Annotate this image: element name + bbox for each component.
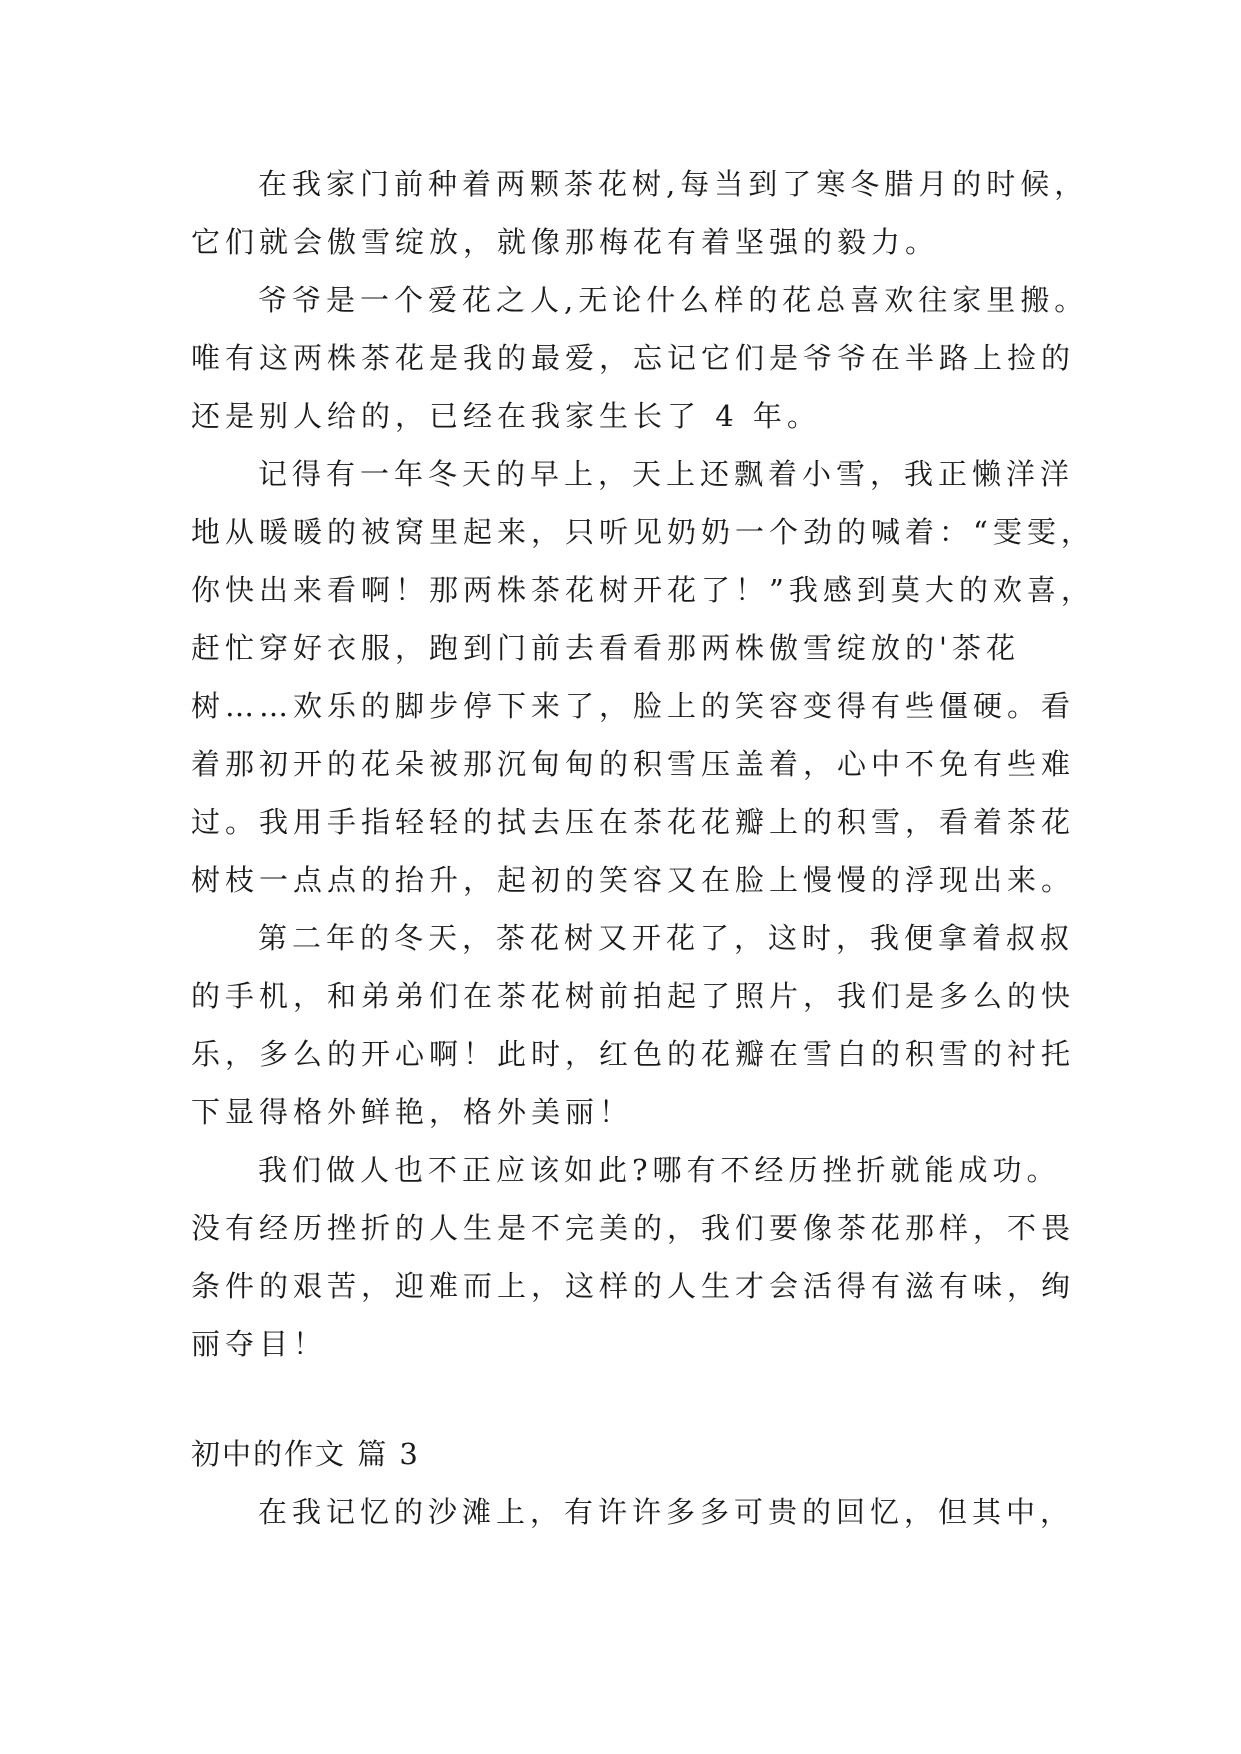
paragraph-4-line-4: 下显得格外鲜艳，格外美丽！ bbox=[191, 1095, 634, 1129]
paragraph-4-line-1: 第二年的冬天，茶花树又开花了，这时，我便拿着叔叔 bbox=[258, 921, 1075, 955]
paragraph-2-line-3: 还是别人给的，已经在我家生长了 4 年。 bbox=[191, 399, 821, 433]
paragraph-5-line-2: 没有经历挫折的人生是不完美的，我们要像茶花那样，不畏 bbox=[191, 1211, 1076, 1245]
paragraph-3-line-4: 赶忙穿好衣服，跑到门前去看看那两株傲雪绽放的'茶花 bbox=[191, 631, 1020, 665]
paragraph-5-line-4: 丽夺目！ bbox=[191, 1327, 328, 1361]
paragraph-1-line-2: 它们就会傲雪绽放，就像那梅花有着坚强的毅力。 bbox=[191, 225, 940, 259]
paragraph-3-line-6: 着那初开的花朵被那沉甸甸的积雪压盖着，心中不免有些难 bbox=[191, 747, 1076, 781]
paragraph-4-line-3: 乐，多么的开心啊！此时，红色的花瓣在雪白的积雪的衬托 bbox=[191, 1037, 1076, 1071]
paragraph-3-line-7: 过。我用手指轻轻的拭去压在茶花花瓣上的积雪，看着茶花 bbox=[191, 805, 1076, 839]
paragraph-3-line-2: 地从暖暖的被窝里起来，只听见奶奶一个劲的喊着：“雯雯， bbox=[191, 515, 1095, 549]
paragraph-3-line-3: 你快出来看啊！那两株茶花树开花了！”我感到莫大的欢喜， bbox=[191, 573, 1095, 607]
paragraph-5-line-1: 我们做人也不正应该如此?哪有不经历挫折就能成功。 bbox=[258, 1153, 1061, 1187]
paragraph-3-line-5: 树……欢乐的脚步停下来了，脸上的笑容变得有些僵硬。看 bbox=[191, 689, 1076, 723]
paragraph-4-line-2: 的手机，和弟弟们在茶花树前拍起了照片，我们是多么的快 bbox=[191, 979, 1076, 1013]
paragraph-3-line-8: 树枝一点点的抬升，起初的笑容又在脸上慢慢的浮现出来。 bbox=[191, 863, 1076, 897]
paragraph-3-line-1: 记得有一年冬天的早上，天上还飘着小雪，我正懒洋洋 bbox=[258, 457, 1075, 491]
paragraph-2-line-1: 爷爷是一个爱花之人,无论什么样的花总喜欢往家里搬。 bbox=[258, 283, 1089, 317]
paragraph-6-line-1: 在我记忆的沙滩上，有许许多多可贵的回忆，但其中， bbox=[258, 1495, 1075, 1529]
paragraph-2-line-2: 唯有这两株茶花是我的最爱，忘记它们是爷爷在半路上捡的 bbox=[191, 341, 1076, 375]
paragraph-1-line-1: 在我家门前种着两颗茶花树,每当到了寒冬腊月的时候， bbox=[258, 167, 1089, 201]
paragraph-5-line-3: 条件的艰苦，迎难而上，这样的人生才会活得有滋有味，绚 bbox=[191, 1269, 1076, 1303]
section-heading: 初中的作文 篇 3 bbox=[191, 1437, 420, 1471]
